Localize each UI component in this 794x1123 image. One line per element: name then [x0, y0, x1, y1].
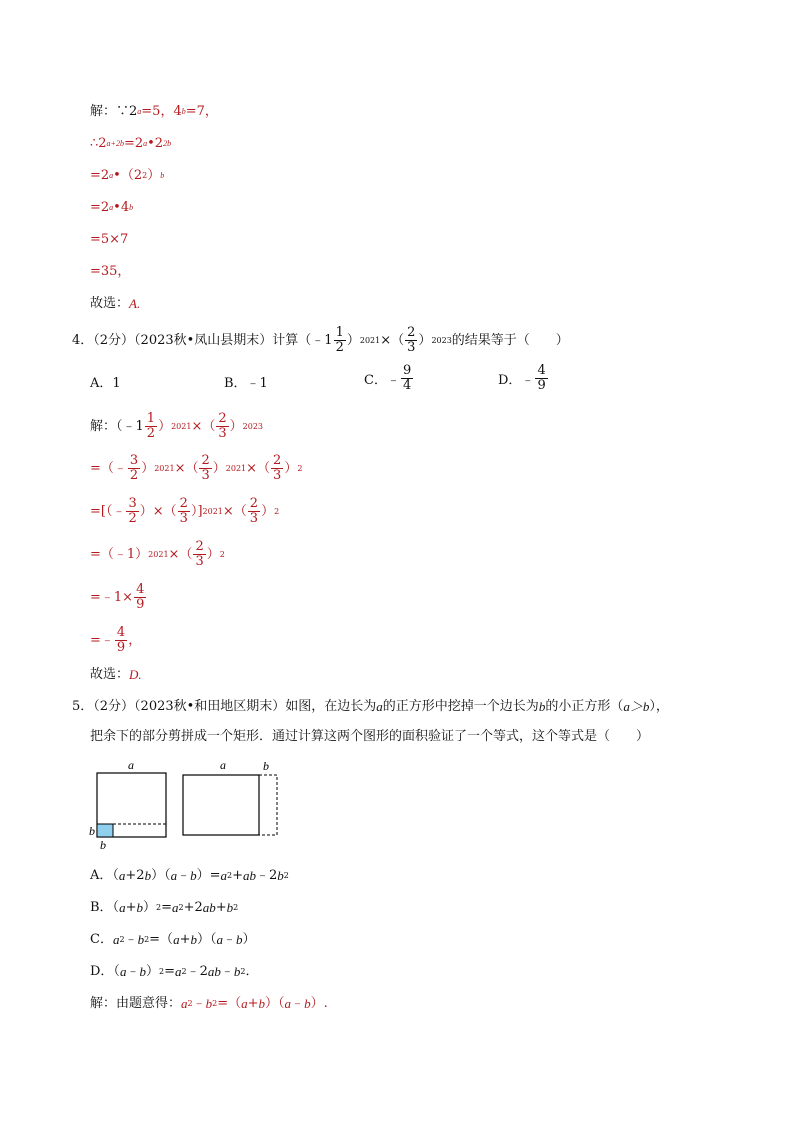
text: =[（﹣ — [90, 503, 126, 519]
text: •2 — [147, 136, 164, 151]
fraction — [248, 497, 260, 526]
t: a — [119, 964, 127, 979]
t: b — [139, 964, 146, 979]
text: ×（ — [380, 332, 405, 348]
t: ﹣2 — [256, 868, 278, 883]
t: ）（ — [265, 996, 285, 1011]
text: =（﹣1） — [90, 546, 149, 562]
text: 4．（2分）（2023秋•凤山县期末）计算（﹣1 — [72, 332, 333, 348]
q4-solution-line-5 — [90, 583, 147, 612]
den: 3 — [273, 468, 282, 483]
text: ×（ — [168, 546, 193, 562]
label-a: a — [128, 758, 134, 772]
text: 的小正方形（ — [545, 699, 624, 714]
text: ×（ — [246, 460, 271, 476]
num: 2 — [195, 539, 204, 554]
solution-expression: a 2 ﹣ b 2 =（ a + b ）（ a ﹣ b ）. — [181, 994, 328, 1014]
text: =7， — [185, 104, 218, 119]
t: b — [190, 868, 197, 883]
q5-option-c[interactable]: C． a 2 ﹣ b 2 =（ a + b ）（ a ﹣ b ） — [90, 930, 256, 950]
t: a — [220, 868, 227, 883]
den: 3 — [218, 426, 227, 441]
num: 9 — [402, 363, 412, 378]
q5-option-d[interactable]: D．（ a ﹣ b ） 2 = a 2 ﹣2 ab ﹣ b 2 ． — [90, 962, 258, 982]
t: ） — [145, 964, 159, 979]
t: a — [174, 964, 182, 979]
q5-figure — [86, 756, 286, 852]
num: 2 — [249, 496, 259, 511]
solution-label: 解：∵2 — [90, 104, 138, 119]
t: = — [161, 900, 172, 915]
text: •（2 — [113, 168, 143, 183]
t: ﹣ — [291, 996, 305, 1011]
t: ）（ — [196, 932, 217, 947]
t: =（ — [217, 996, 242, 1011]
t: a — [118, 868, 126, 883]
text: ×（ — [174, 460, 199, 476]
t: ）= — [196, 868, 221, 883]
num: 1 — [146, 411, 156, 426]
text: ）×（ — [139, 503, 177, 519]
t: C． — [90, 932, 113, 947]
label-b: b — [89, 824, 95, 838]
t: + — [247, 996, 259, 1011]
t: a — [171, 900, 179, 915]
den: 2 — [335, 340, 344, 355]
rectangle — [183, 775, 259, 835]
t: b — [304, 996, 311, 1011]
t: a — [173, 932, 180, 947]
num: 4 — [537, 363, 546, 378]
t: +2 — [183, 900, 203, 915]
q4-solution-line-6 — [90, 626, 141, 655]
t: a — [170, 868, 178, 883]
t: b — [226, 900, 234, 915]
t: ﹣ — [124, 932, 138, 947]
text: =2 — [90, 200, 110, 215]
fraction — [134, 583, 146, 612]
num: 2 — [407, 325, 416, 340]
num: 2 — [218, 411, 227, 426]
text: 的结果等于（ ） — [451, 332, 569, 348]
text: ×（ — [191, 418, 216, 434]
text: =﹣ — [90, 632, 114, 648]
q4-solution-line-3: =[（﹣ $\frac{3}{2}$ ）×（ $\frac{2}{3}$ ）] 2021 ×（ $\frac{2}{3}$ ） 2 — [90, 496, 280, 526]
text: 把余下的部分剪拼成一个矩形．通过计算这两个图形的面积验证了一个等式，这个等式是（ ） — [90, 729, 650, 744]
t: a — [216, 932, 223, 947]
text: =35， — [90, 264, 131, 279]
var: a — [376, 699, 383, 714]
text: ）] — [190, 503, 203, 519]
t: b — [190, 932, 197, 947]
t: b — [144, 868, 152, 883]
t: b — [205, 996, 213, 1011]
t: ab — [202, 900, 216, 915]
text: ）， — [649, 699, 669, 714]
fraction — [271, 454, 283, 483]
t: b — [233, 964, 241, 979]
num: 4 — [136, 582, 145, 597]
t: a — [241, 996, 248, 1011]
t: +2 — [125, 868, 145, 883]
q4-answer — [90, 665, 142, 685]
fraction — [126, 497, 138, 526]
t: a — [119, 900, 126, 915]
answer-value: A. — [129, 296, 141, 311]
text: ） — [346, 332, 360, 348]
solution-label: 解：由题意得： — [90, 996, 182, 1011]
num: 3 — [129, 453, 139, 468]
t: ） — [242, 932, 256, 947]
t: a — [284, 996, 292, 1011]
t: =（ — [149, 932, 174, 947]
den: 3 — [249, 511, 259, 526]
den: 3 — [179, 511, 188, 526]
q5-stem-line-2 — [90, 727, 649, 747]
text: ） — [147, 168, 161, 183]
fraction — [145, 412, 157, 441]
den: 3 — [201, 468, 210, 483]
q3-solution-line-5 — [90, 230, 128, 250]
t: ﹣ — [222, 932, 236, 947]
text: ） — [261, 503, 275, 519]
fraction — [216, 412, 228, 441]
t: ﹣ — [177, 868, 191, 883]
fraction — [193, 540, 205, 569]
q4-stem: 4．（2分）（2023秋•凤山县期末）计算（﹣1 $\frac{1}{2}$ ） 2021 ×（ $\frac{2}{3}$ ） 2023 的结果等于（ ） — [72, 325, 569, 355]
num: 4 — [116, 625, 126, 640]
text: ） — [212, 460, 226, 476]
text: ） — [158, 418, 172, 434]
q5-solution — [90, 994, 328, 1014]
label-a: a — [220, 758, 226, 772]
t: b — [136, 900, 143, 915]
var: b — [538, 699, 546, 714]
q4-option-b[interactable] — [224, 372, 268, 391]
fraction — [334, 326, 346, 355]
t: + — [179, 932, 191, 947]
text: •4 — [113, 200, 130, 215]
q4-option-d[interactable] — [498, 364, 549, 393]
den: 3 — [407, 340, 416, 355]
num: 1 — [335, 325, 344, 340]
num: 2 — [201, 453, 210, 468]
text: ∴2 — [90, 136, 107, 151]
t: ﹣ — [192, 996, 206, 1011]
den: 9 — [116, 640, 126, 655]
text: ） — [141, 460, 155, 476]
t: ab — [207, 964, 221, 979]
fraction — [405, 326, 417, 355]
t: ﹣ — [220, 964, 234, 979]
t: a — [112, 932, 120, 947]
text: ） — [284, 460, 298, 476]
den: 9 — [537, 378, 546, 393]
small-square-removed — [97, 824, 113, 837]
t: B．（ — [90, 900, 120, 915]
q5-stem-line-1 — [72, 697, 669, 717]
q4-solution-line-1: 解：（﹣1 $\frac{1}{2}$ ） 2021 ×（ $\frac{2}{3}$ ） 2023 — [90, 411, 263, 441]
den: 2 — [129, 468, 139, 483]
t: ）（ — [151, 868, 171, 883]
text: =（﹣ — [90, 460, 127, 476]
den: 4 — [402, 378, 412, 393]
option-text: C．﹣ — [364, 373, 400, 388]
q5-option-b[interactable]: B．（ a + b ） 2 = a 2 +2 ab + b 2 — [90, 898, 238, 918]
t: + — [125, 900, 137, 915]
label-b: b — [263, 759, 269, 773]
q3-solution-line-2: ∴2 a+2b =2 a •2 2b — [90, 134, 171, 154]
answer-label: 故选： — [90, 296, 130, 311]
text: =2 — [123, 136, 144, 151]
text: ， — [128, 632, 142, 648]
fraction — [401, 364, 413, 393]
text: =﹣1× — [90, 589, 134, 605]
text: =2 — [90, 168, 110, 183]
text: ） — [229, 418, 243, 434]
t: A．（ — [90, 868, 119, 883]
fraction — [115, 626, 127, 655]
text: 解：（﹣1 — [90, 418, 144, 434]
t: ）. — [310, 996, 328, 1011]
t: b — [137, 932, 145, 947]
q3-solution-line-4: =2 a •4 b — [90, 198, 133, 218]
text: ） — [418, 332, 432, 348]
q4-option-a[interactable] — [90, 372, 121, 391]
t: b — [258, 996, 266, 1011]
t: ﹣2 — [186, 964, 208, 979]
text: ×（ — [222, 503, 247, 519]
text: ） — [206, 546, 220, 562]
den: 2 — [128, 511, 137, 526]
text: 的正方形中挖掉一个边长为 — [382, 699, 539, 714]
option-text: B．﹣1 — [224, 376, 268, 391]
dashed-extension — [259, 775, 277, 835]
t: D．（ — [90, 964, 120, 979]
q3-solution-line-6 — [90, 262, 130, 282]
t: a — [181, 996, 188, 1011]
num: 2 — [179, 496, 188, 511]
t: ab — [243, 868, 256, 883]
fraction — [178, 497, 190, 526]
den: 2 — [146, 426, 156, 441]
t: + — [215, 900, 227, 915]
t: ） — [142, 900, 156, 915]
answer-value: D. — [129, 667, 142, 682]
text: 5．（2分）（2023秋•和田地区期末）如图，在边长为 — [72, 699, 377, 714]
answer-label: 故选： — [90, 667, 130, 682]
t: ﹣ — [126, 964, 140, 979]
fraction — [199, 454, 211, 483]
option-text: A．1 — [90, 376, 121, 391]
label-b: b — [100, 838, 106, 852]
t: b — [277, 868, 284, 883]
q3-solution-line-3: =2 a •（2 2 ） b — [90, 166, 164, 186]
fraction — [535, 364, 547, 393]
condition: a＞b — [623, 699, 650, 714]
den: 9 — [136, 597, 145, 612]
q4-solution-line-4: =（﹣1） 2021 ×（ $\frac{2}{3}$ ） 2 — [90, 539, 225, 569]
num: 2 — [273, 453, 282, 468]
option-text: D．﹣ — [498, 373, 535, 388]
q4-solution-line-2: =（﹣ $\frac{3}{2}$ ） 2021 ×（ $\frac{2}{3}$ ） 2021 ×（ $\frac{2}{3}$ ） 2 — [90, 453, 303, 483]
q4-option-c[interactable] — [364, 364, 414, 393]
q3-answer — [90, 294, 140, 314]
t: b — [236, 932, 243, 947]
text: =5，4 — [141, 104, 182, 119]
text: =5×7 — [90, 232, 129, 247]
den: 3 — [195, 554, 204, 569]
num: 3 — [128, 496, 137, 511]
t: ． — [245, 964, 259, 979]
t: + — [232, 868, 243, 883]
q3-solution-line-1: 解：∵2 a =5，4 b =7， — [90, 102, 218, 122]
t: = — [164, 964, 175, 979]
q5-option-a[interactable]: A．（ a +2 b ）（ a ﹣ b ）= a 2 + ab ﹣2 b 2 — [90, 866, 289, 886]
fraction — [128, 454, 140, 483]
